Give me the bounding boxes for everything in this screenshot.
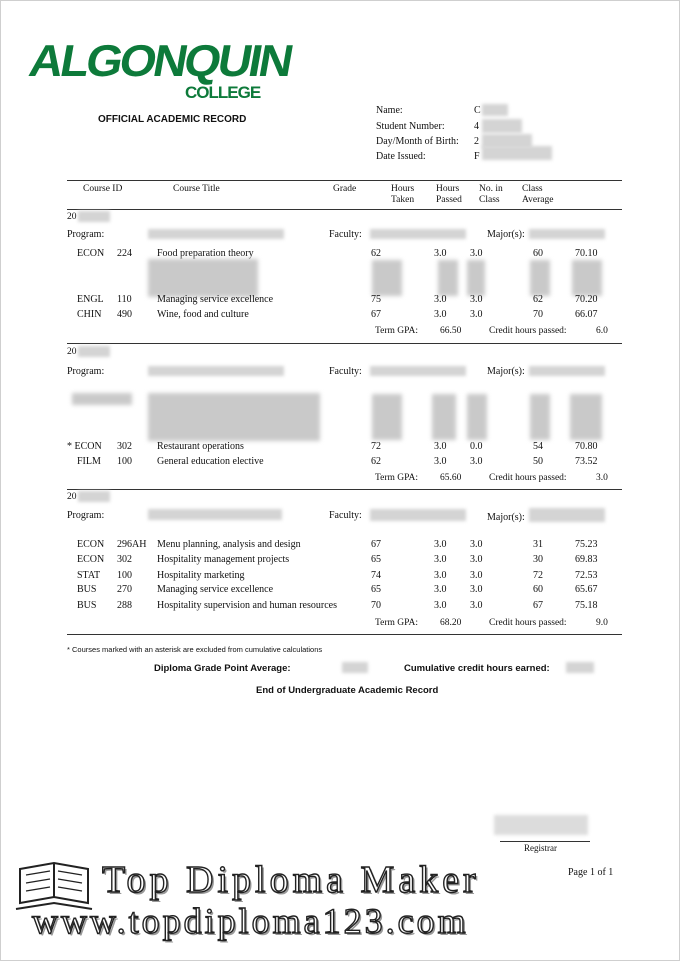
hours-passed: 3.0 — [470, 600, 483, 611]
redaction — [370, 229, 466, 239]
course-grade: 62 — [371, 456, 381, 467]
redaction — [342, 662, 368, 673]
hours-passed: 3.0 — [470, 554, 483, 565]
hours-taken: 3.0 — [434, 584, 447, 595]
no-in-class: 67 — [533, 600, 543, 611]
col-no-in-class: No. in Class — [479, 184, 503, 205]
no-in-class: 31 — [533, 539, 543, 550]
course-grade: 62 — [371, 248, 381, 259]
no-in-class: 60 — [533, 248, 543, 259]
course-num: 288 — [117, 600, 132, 611]
date-issued-value: F — [474, 151, 480, 162]
watermark-line2: www.topdiploma123.com — [32, 901, 469, 941]
hours-passed: 0.0 — [470, 441, 483, 452]
course-title: Menu planning, analysis and design — [157, 539, 301, 550]
name-value: C — [474, 105, 481, 116]
redaction — [572, 260, 602, 296]
no-in-class: 30 — [533, 554, 543, 565]
term-year: 20 — [67, 492, 77, 502]
record-title: OFFICIAL ACADEMIC RECORD — [98, 114, 247, 125]
hours-taken: 3.0 — [434, 441, 447, 452]
course-num: 110 — [117, 294, 132, 305]
program-label: Program: — [67, 229, 105, 240]
dob-value: 2 — [474, 136, 479, 147]
signature-line — [500, 841, 590, 842]
no-in-class: 60 — [533, 584, 543, 595]
redaction — [467, 260, 485, 296]
hours-passed: 3.0 — [470, 294, 483, 305]
cumulative-credits-label: Cumulative credit hours earned: — [404, 663, 550, 674]
credit-hours-value: 3.0 — [596, 473, 608, 483]
course-title: Restaurant operations — [157, 441, 244, 452]
asterisk-mark: * — [67, 645, 73, 654]
class-average: 65.67 — [575, 584, 598, 595]
course-grade: 65 — [371, 584, 381, 595]
faculty-label: Faculty: — [329, 510, 362, 521]
term-rule — [67, 343, 622, 344]
course-grade: 74 — [371, 570, 381, 581]
term-year: 20 — [67, 347, 77, 357]
class-average: 75.23 — [575, 539, 598, 550]
majors-label: Major(s): — [487, 512, 525, 523]
asterisk-note-text: Courses marked with an asterisk are excluded from cumulative calculations — [72, 645, 323, 654]
hours-taken: 3.0 — [434, 539, 447, 550]
course-num: 270 — [117, 584, 132, 595]
hours-passed: 3.0 — [470, 570, 483, 581]
redaction — [529, 366, 605, 376]
faculty-label: Faculty: — [329, 366, 362, 377]
no-in-class: 72 — [533, 570, 543, 581]
redaction — [370, 366, 466, 376]
term-gpa-label: Term GPA: — [375, 618, 419, 628]
class-average: 73.52 — [575, 456, 598, 467]
course-title: General education elective — [157, 456, 264, 467]
hours-taken: 3.0 — [434, 600, 447, 611]
course-dept: ECON — [77, 554, 105, 565]
redaction — [370, 509, 466, 521]
redaction — [78, 346, 110, 357]
asterisk-note — [67, 645, 322, 654]
hours-taken: 3.0 — [434, 456, 447, 467]
course-title: Managing service excellence — [157, 294, 274, 305]
header-top-rule — [67, 180, 622, 181]
college-logo: ALGONQUIN — [25, 35, 295, 86]
hours-passed: 3.0 — [470, 248, 483, 259]
registrar-signature — [494, 815, 588, 835]
redaction — [78, 491, 110, 502]
course-dept: * ECON — [67, 441, 102, 452]
course-num: 224 — [117, 248, 132, 259]
registrar-label: Registrar — [524, 843, 557, 853]
student-number-value: 4 — [474, 121, 479, 132]
class-average: 70.80 — [575, 441, 598, 452]
term-gpa-value: 66.50 — [440, 326, 462, 336]
course-grade: 67 — [371, 539, 381, 550]
redaction — [566, 662, 594, 673]
redaction — [482, 119, 522, 133]
hours-taken: 3.0 — [434, 554, 447, 565]
col-hours-taken: Hours Taken — [391, 184, 415, 205]
course-title: Hospitality supervision and human resources — [157, 600, 337, 611]
course-dept: STAT — [77, 570, 101, 581]
redaction — [372, 394, 402, 440]
redaction — [72, 393, 132, 405]
term-rule — [67, 489, 622, 490]
col-grade: Grade — [333, 184, 357, 194]
no-in-class: 54 — [533, 441, 543, 452]
class-average: 69.83 — [575, 554, 598, 565]
course-num: 100 — [117, 570, 132, 581]
course-grade: 65 — [371, 554, 381, 565]
credit-hours-value: 9.0 — [596, 618, 608, 628]
faculty-label: Faculty: — [329, 229, 362, 240]
program-label: Program: — [67, 366, 105, 377]
class-average: 72.53 — [575, 570, 598, 581]
term-gpa-label: Term GPA: — [375, 326, 419, 336]
hours-taken: 3.0 — [434, 294, 447, 305]
course-grade: 72 — [371, 441, 381, 452]
header-bottom-rule — [67, 209, 622, 210]
credit-hours-label: Credit hours passed: — [489, 326, 567, 336]
no-in-class: 70 — [533, 309, 543, 320]
redaction — [372, 260, 402, 296]
course-dept: BUS — [77, 584, 97, 595]
program-label: Program: — [67, 510, 105, 521]
college-logo-sub: COLLEGE — [185, 83, 261, 102]
date-issued-label: Date Issued: — [376, 151, 426, 162]
credit-hours-label: Credit hours passed: — [489, 618, 567, 628]
course-dept: FILM — [77, 456, 101, 467]
course-title: Hospitality marketing — [157, 570, 245, 581]
redaction — [432, 394, 456, 440]
course-num: 302 — [117, 441, 132, 452]
redaction — [148, 259, 258, 297]
hours-passed: 3.0 — [470, 584, 483, 595]
credit-hours-label: Credit hours passed: — [489, 473, 567, 483]
term-gpa-label: Term GPA: — [375, 473, 419, 483]
no-in-class: 62 — [533, 294, 543, 305]
redaction — [148, 229, 284, 239]
redaction — [467, 394, 487, 440]
hours-taken: 3.0 — [434, 309, 447, 320]
course-title: Wine, food and culture — [157, 309, 249, 320]
hours-taken: 3.0 — [434, 248, 447, 259]
course-dept: BUS — [77, 600, 97, 611]
term-year: 20 — [67, 212, 77, 222]
hours-passed: 3.0 — [470, 456, 483, 467]
hours-passed: 3.0 — [470, 539, 483, 550]
col-course-title: Course Title — [173, 184, 220, 194]
course-grade: 67 — [371, 309, 381, 320]
course-num: 100 — [117, 456, 132, 467]
majors-label: Major(s): — [487, 229, 525, 240]
redaction — [148, 393, 320, 441]
class-average: 70.20 — [575, 294, 598, 305]
redaction — [530, 260, 550, 296]
class-average: 75.18 — [575, 600, 598, 611]
course-grade: 70 — [371, 600, 381, 611]
course-dept: ECON — [77, 539, 105, 550]
col-hours-passed: Hours Passed — [436, 184, 462, 205]
redaction — [78, 211, 110, 222]
dob-label: Day/Month of Birth: — [376, 136, 459, 147]
redaction — [529, 229, 605, 239]
class-average: 70.10 — [575, 248, 598, 259]
course-num: 302 — [117, 554, 132, 565]
course-dept: ECON — [77, 248, 105, 259]
course-grade: 75 — [371, 294, 381, 305]
student-number-label: Student Number: — [376, 121, 445, 132]
redaction — [148, 366, 284, 376]
course-title: Managing service excellence — [157, 584, 274, 595]
redaction — [529, 508, 605, 522]
redaction — [438, 260, 458, 296]
hours-taken: 3.0 — [434, 570, 447, 581]
redaction — [482, 104, 508, 116]
diploma-gpa-label: Diploma Grade Point Average: — [154, 663, 291, 674]
col-course-id: Course ID — [83, 184, 123, 194]
credit-hours-value: 6.0 — [596, 326, 608, 336]
course-num: 490 — [117, 309, 132, 320]
redaction — [482, 146, 552, 160]
col-class-average: Class Average — [522, 184, 554, 205]
term-rule — [67, 634, 622, 635]
hours-passed: 3.0 — [470, 309, 483, 320]
watermark-line1: Top Diploma Maker — [102, 859, 480, 901]
class-average: 66.07 — [575, 309, 598, 320]
majors-label: Major(s): — [487, 366, 525, 377]
term-gpa-value: 68.20 — [440, 618, 462, 628]
page-number: Page 1 of 1 — [568, 867, 614, 878]
course-dept: ENGL — [77, 294, 104, 305]
course-title: Food preparation theory — [157, 248, 254, 259]
end-of-record: End of Undergraduate Academic Record — [256, 685, 439, 696]
name-label: Name: — [376, 105, 403, 116]
redaction — [530, 394, 550, 440]
term-gpa-value: 65.60 — [440, 473, 462, 483]
redaction — [570, 394, 602, 440]
course-dept: CHIN — [77, 309, 102, 320]
course-num: 296AH — [117, 539, 147, 550]
redaction — [148, 509, 282, 520]
no-in-class: 50 — [533, 456, 543, 467]
course-title: Hospitality management projects — [157, 554, 290, 565]
